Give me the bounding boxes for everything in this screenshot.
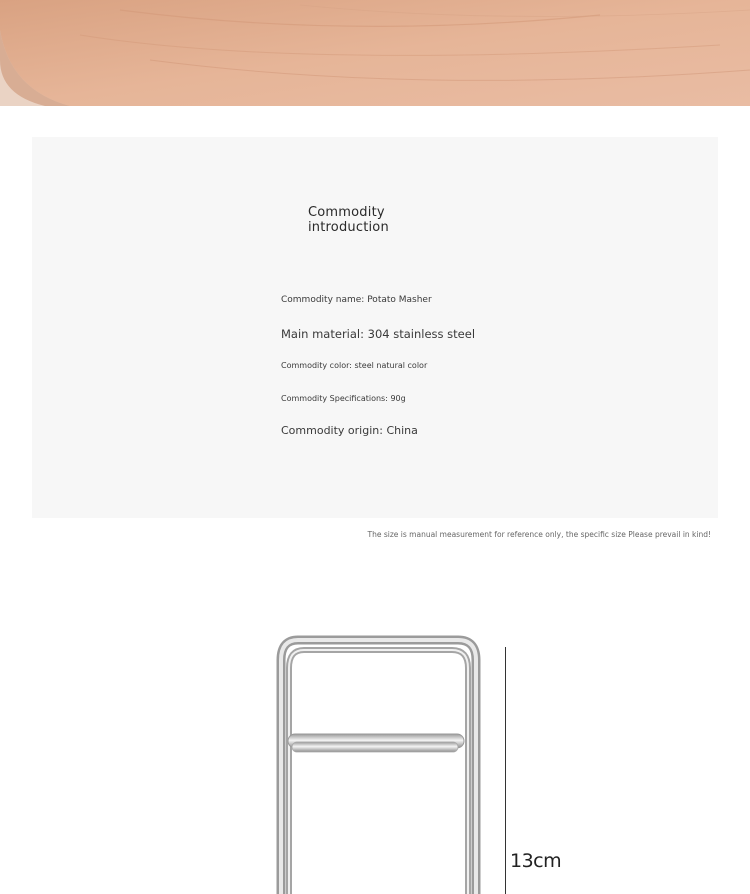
spec-key: Commodity Specifications: [281,394,388,403]
spec-value: 304 stainless steel [367,327,476,341]
spec-value: 90g [390,394,406,403]
size-disclaimer-note: The size is manual measurement for reference only, the specific size Please prevail in kind! [367,530,711,539]
spec-key: Commodity color: [281,361,352,370]
spec-key: Main material: [281,327,364,341]
spec-commodity-specifications [281,394,406,403]
wooden-board-banner [0,0,750,106]
panel-title: Commodity introduction [308,205,389,235]
spec-main-material [281,327,475,341]
spec-value: steel natural color [354,361,428,370]
wooden-board-image [0,0,750,106]
spec-value: Potato Masher [367,295,432,305]
product-image-area [0,560,750,894]
height-dimension-label: 13cm [510,850,562,872]
spec-key: Commodity name: [281,295,365,305]
spec-commodity-origin [281,424,418,437]
spec-value: China [386,424,418,437]
commodity-info-panel [32,137,718,518]
spec-commodity-color [281,361,427,370]
spec-commodity-name [281,295,432,305]
potato-masher-image [0,560,750,894]
spec-key: Commodity origin: [281,424,383,437]
